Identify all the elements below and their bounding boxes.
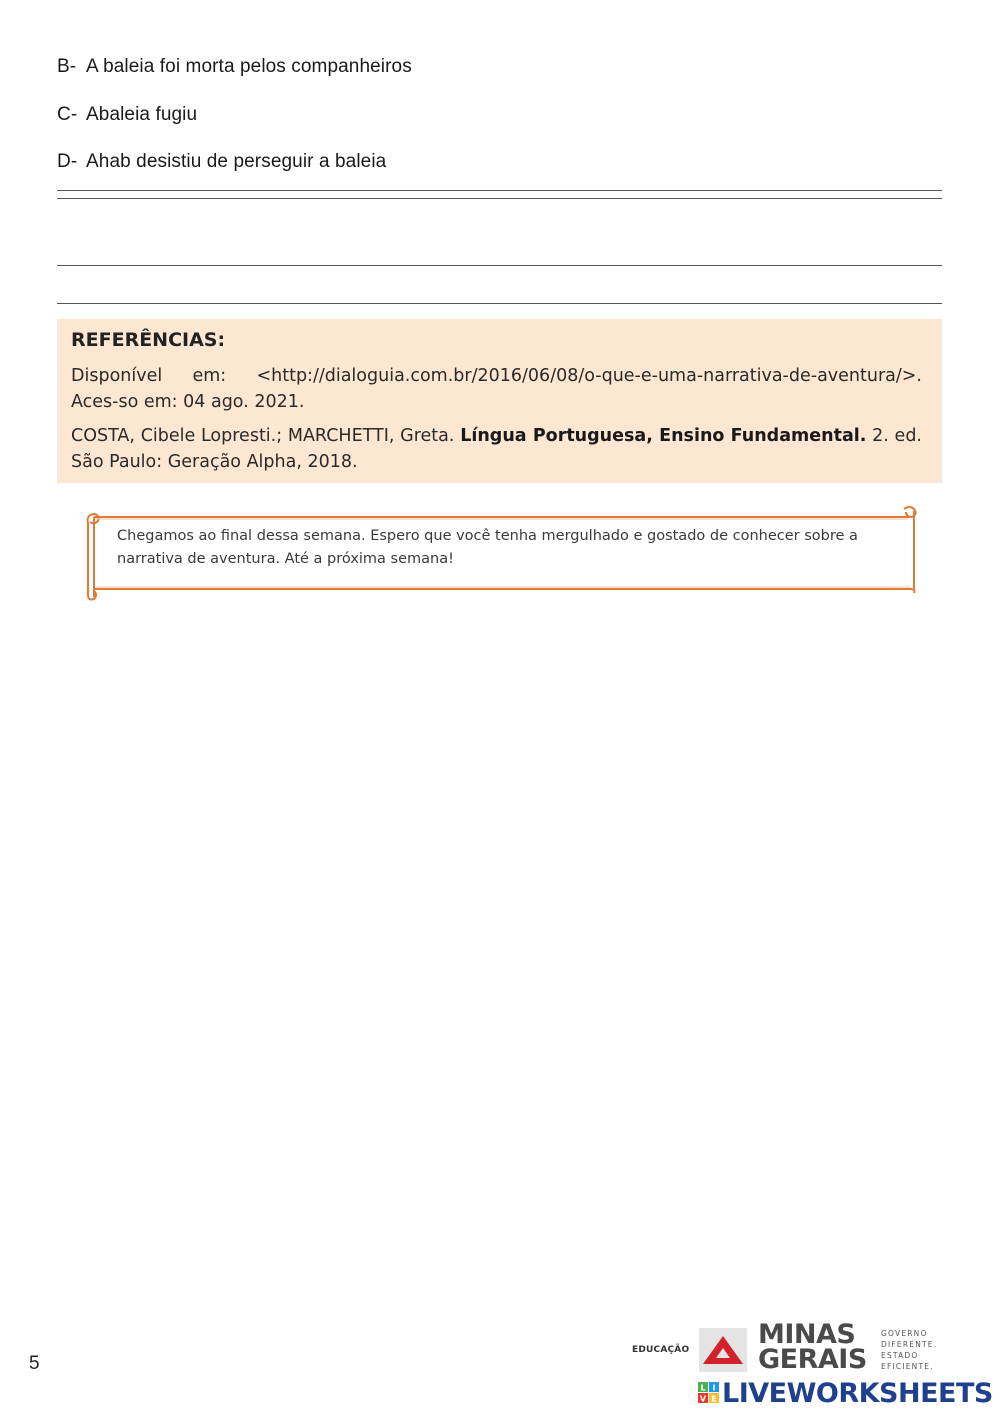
reference-authors: COSTA, Cibele Lopresti.; MARCHETTI, Greta. [71,426,455,446]
option-b [57,56,412,78]
liveworksheets-wordmark[interactable]: LIVEWORKSHEETS [722,1378,993,1409]
answer-line[interactable] [57,265,942,266]
option-text: Ahab desistiu de perseguir a baleia [86,151,387,172]
reference-entry: Disponível em: <http://dialoguia.com.br/2016/06/08/o-que-e-uma-narrativa-de-aventura/>. Aces-so em: 04 ago. 2021. [71,366,922,412]
badge-letter: V [699,1394,707,1404]
government-tagline [881,1328,937,1372]
option-key: C- [57,104,78,125]
tagline-line: GOVERNO [881,1329,928,1338]
answer-line[interactable] [57,190,942,191]
references-box [57,319,942,483]
option-key: D- [57,151,78,172]
references-heading: REFERÊNCIAS: [71,329,226,351]
live-badge-icon [698,1382,720,1404]
reference-book-title: Língua Portuguesa, Ensino Fundamental. [460,426,867,446]
reference-entry [71,423,922,475]
wordmark-line: MINAS [758,1319,856,1350]
badge-letter: E [711,1394,717,1404]
reference-publisher: 2. ed. São Paulo: Geração Alpha, 2018. [71,426,922,472]
page-number: 5 [29,1353,40,1374]
tagline-line: ESTADO [881,1351,919,1360]
option-key: B- [57,56,77,77]
option-text: Abaleia fugiu [86,104,198,125]
option-text: A baleia foi morta pelos companheiros [86,56,412,77]
badge-letter: L [700,1383,706,1393]
option-d [57,151,386,173]
answer-line[interactable] [57,198,942,199]
minas-gerais-wordmark [758,1319,867,1375]
education-label: EDUCAÇÃO [632,1345,690,1355]
tagline-line: DIFERENTE. [881,1340,938,1349]
option-c [57,104,197,126]
minas-gerais-logo-icon [699,1328,747,1372]
wordmark-line: GERAIS [758,1344,867,1375]
closing-note: Chegamos ao final dessa semana. Espero que você tenha mergulhado e gostado de conhecer sobre a narrativa de aventura. Até a próxima semana! [117,528,858,567]
tagline-line: EFICIENTE. [881,1362,934,1371]
closing-scroll [84,505,918,601]
badge-letter: I [712,1383,716,1393]
answer-line[interactable] [57,303,942,304]
